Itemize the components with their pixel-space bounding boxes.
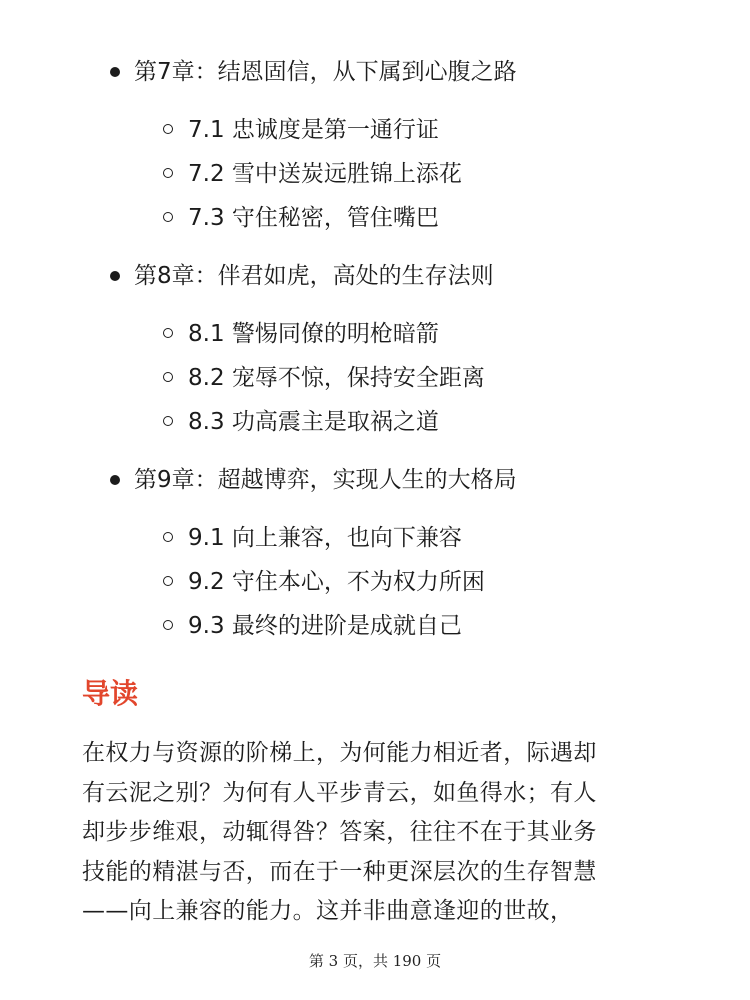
chapter-title: 第9章：超越博弈，实现人生的大格局 — [134, 467, 517, 493]
bullet-disc-icon — [110, 271, 120, 281]
section-title: 8.2 宠辱不惊，保持安全距离 — [188, 365, 485, 391]
section-list — [0, 516, 750, 648]
chapter-item — [0, 50, 750, 240]
intro-line: 在权力与资源的阶梯上，为何能力相近者，际遇却 — [82, 740, 597, 766]
section-item — [0, 516, 750, 560]
section-item — [0, 400, 750, 444]
table-of-contents — [0, 50, 750, 662]
page-number-footer: 第 3 页，共 190 页 — [308, 952, 442, 970]
bullet-circle-icon — [163, 372, 173, 382]
intro-line: 有云泥之别？为何有人平步青云，如鱼得水；有人 — [82, 779, 597, 806]
chapter-title-row — [0, 50, 750, 94]
section-title: 9.3 最终的进阶是成就自己 — [188, 613, 462, 639]
section-title: 7.3 守住秘密，管住嘴巴 — [188, 205, 439, 231]
section-item — [0, 152, 750, 196]
bullet-circle-icon — [163, 620, 173, 630]
section-list — [0, 312, 750, 444]
section-title: 7.1 忠诚度是第一通行证 — [188, 117, 439, 143]
bullet-circle-icon — [163, 576, 173, 586]
bullet-circle-icon — [163, 328, 173, 338]
bullet-circle-icon — [163, 532, 173, 542]
section-title: 8.3 功高震主是取祸之道 — [188, 409, 439, 435]
bullet-circle-icon — [163, 416, 173, 426]
section-item — [0, 196, 750, 240]
intro-line: 却步步维艰，动辄得咎？答案，往往不在于其业务 — [82, 819, 597, 845]
chapter-title-row — [0, 458, 750, 502]
bullet-circle-icon — [163, 212, 173, 222]
section-item — [0, 108, 750, 152]
bullet-circle-icon — [163, 124, 173, 134]
chapter-title: 第7章：结恩固信，从下属到心腹之路 — [134, 59, 517, 85]
intro-line: 技能的精湛与否，而在于一种更深层次的生存智慧 — [82, 858, 597, 885]
intro-line: ——向上兼容的能力。这并非曲意逢迎的世故， — [82, 898, 574, 924]
section-item — [0, 356, 750, 400]
chapter-item — [0, 254, 750, 444]
chapter-title: 第8章：伴君如虎，高处的生存法则 — [134, 263, 494, 289]
section-title: 7.2 雪中送炭远胜锦上添花 — [188, 161, 462, 187]
bullet-disc-icon — [110, 475, 120, 485]
intro-paragraph — [82, 734, 682, 932]
section-title: 9.2 守住本心，不为权力所困 — [188, 569, 485, 595]
section-title: 8.1 警惕同僚的明枪暗箭 — [188, 321, 439, 347]
section-list — [0, 108, 750, 240]
bullet-disc-icon — [110, 67, 120, 77]
chapter-title-row — [0, 254, 750, 298]
section-item — [0, 560, 750, 604]
intro-heading: 导读 — [82, 677, 139, 710]
bullet-circle-icon — [163, 168, 173, 178]
chapter-item — [0, 458, 750, 648]
section-item — [0, 604, 750, 648]
section-item — [0, 312, 750, 356]
section-title: 9.1 向上兼容，也向下兼容 — [188, 525, 462, 551]
